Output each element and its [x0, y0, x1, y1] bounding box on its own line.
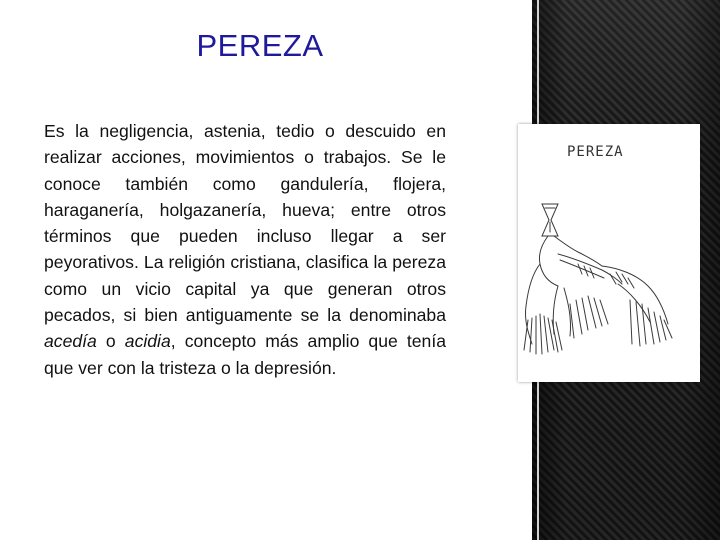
sloth-figure-icon — [518, 124, 700, 382]
body-paragraph — [44, 118, 446, 381]
illustration-card — [518, 124, 700, 382]
body-italic-term-1: acedía — [44, 331, 97, 352]
page-title: PEREZA — [196, 28, 324, 63]
body-text-part-2: o — [96, 331, 125, 352]
body-text-part-3: , concepto más amplio que tenía que ver con la tristeza o la depresión. — [44, 331, 446, 378]
body-text-part-1: Es la negligencia, astenia, tedio o descuido en realizar acciones, movimientos o trabajos. Se le conoce también como gandulería, flojera, haraganería, holgazanería, hueva; entre otros términos que pueden incluso llegar a ser peyorativos. La religión cristiana, clasifica la pereza como un vicio capital ya que generan otros pecados, si bien antiguamente se la denominaba — [44, 121, 446, 326]
illustration-label: PEREZA — [567, 144, 624, 160]
body-italic-term-2: acidia — [124, 331, 171, 352]
